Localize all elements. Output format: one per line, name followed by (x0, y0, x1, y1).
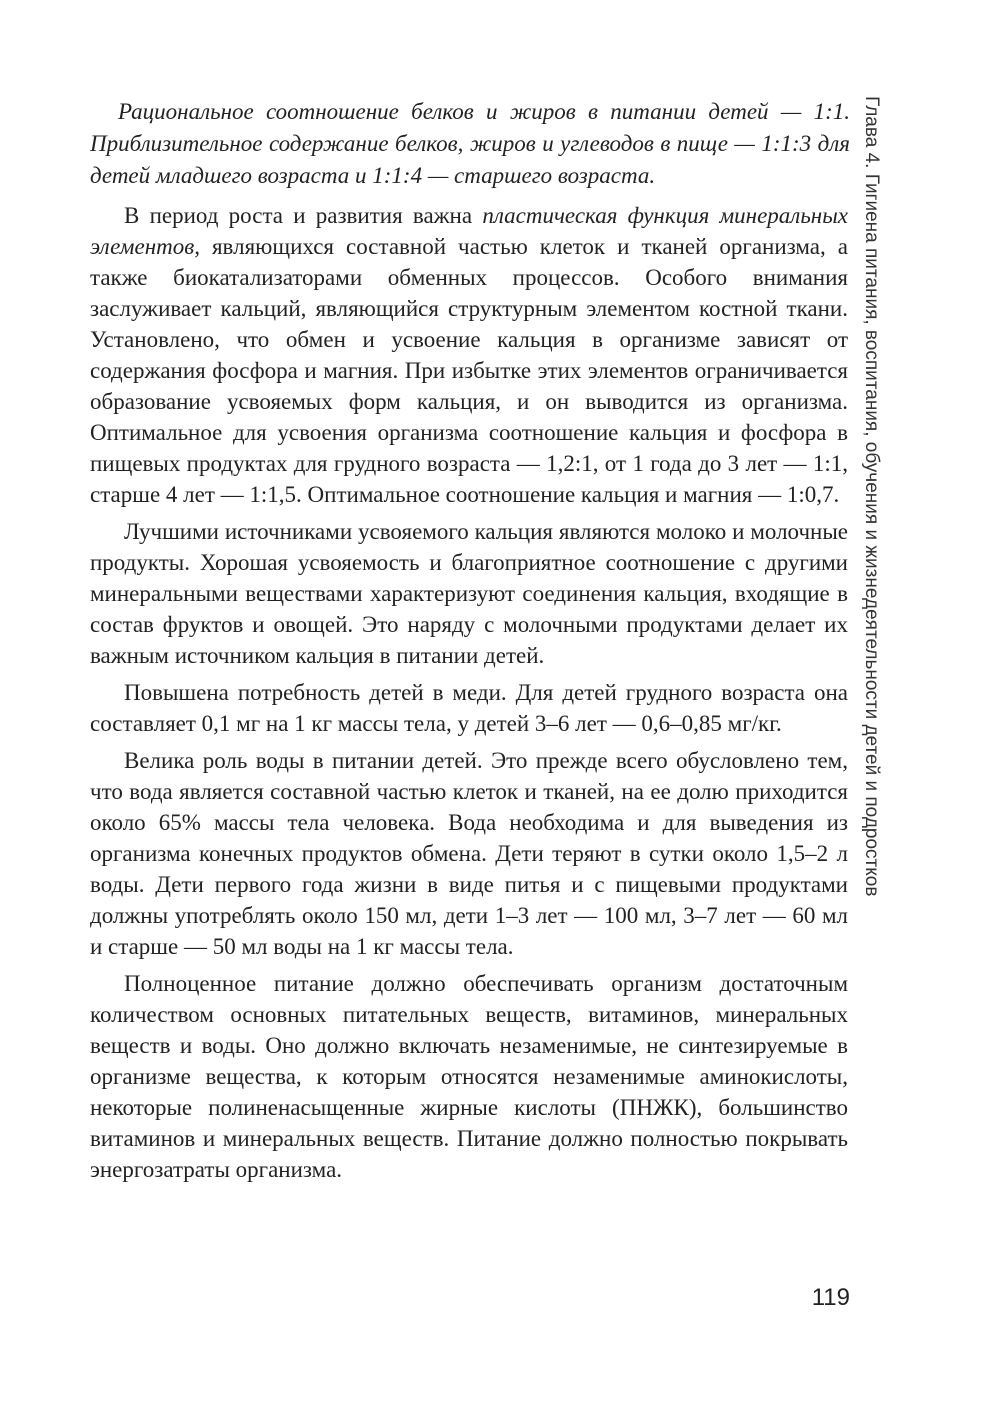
paragraph-water: Велика роль воды в питании детей. Это прежде всего обусловлено тем, что вода является составной частью клеток и тканей, на ее долю приходится около 65% массы тела человека. Вода необходима и для выведения из организма конечных продуктов обмена. Дети теряют в сутки около 1,5–2 л воды. Дети первого года жизни в виде питья и с пищевыми продуктами должны употреблять около 150 мл, дети 1–3 лет — 100 мл, 3–7 лет — 60 мл и старше — 50 мл воды на 1 кг массы тела. (90, 748, 848, 959)
paragraph-minerals-start: В период роста и развития важна (124, 203, 483, 228)
paragraph-calcium-sources: Лучшими источниками усвояемого кальция являются молоко и молочные продукты. Хорошая усвояемость и благоприятное соотношение с другими минеральными веществами характеризуют соединения кальция, входящие в состав фруктов и овощей. Это наряду с молочными продуктами делает их важным источником кальция в питании детей. (90, 519, 848, 668)
paragraph-minerals (90, 200, 848, 510)
paragraph-copper: Повышена потребность детей в меди. Для детей грудного возраста она составляет 0,1 мг на 1 кг массы тела, у детей 3–6 лет — 0,6–0,85 мг/кг. (90, 680, 848, 736)
paragraph-minerals-rest: являющихся составной частью клеток и тканей организма, а также биокатализаторами обменных процессов. Особого внимания заслуживает кальций, являющийся структурным элементом костной ткани. Установлено, что обмен и усвоение кальция в организме зависят от содержания фосфора и магния. При избытке этих элементов ограничивается образование усвояемых форм кальция, и он выводится из организма. Оптимальное для усвоения организма соотношение кальция и фосфора в пищевых продуктах для грудного возраста — 1,2:1, от 1 года до 3 лет — 1:1, старше 4 лет — 1:1,5. Оптимальное соотношение кальция и магния — 1:0,7. (90, 234, 848, 507)
emphasis-plastic-function: пластическая функция минеральных элементов, (90, 203, 848, 259)
page-number: 119 (811, 1284, 850, 1311)
key-point-callout: Рациональное соотношение белков и жиров в питании детей — 1:1. Приблизительное содержание белков, жиров и углеводов в пище — 1:1:3 для детей младшего возраста и 1:1:4 — старшего возраста. (90, 99, 850, 188)
paragraph-complete-nutrition: Полноценное питание должно обеспечивать организм достаточным количеством основных питательных веществ, витаминов, минеральных веществ и воды. Оно должно включать незаменимые, не синтезируемые в организме вещества, к которым относятся незаменимые аминокислоты, некоторые полиненасыщенные жирные кислоты (ПНЖК), большинство витаминов и минеральных веществ. Питание должно полностью покрывать энергозатраты организма. (90, 971, 848, 1182)
main-text (90, 200, 848, 1191)
running-head: Глава 4. Гигиена питания, воспитания, обучения и жизнедеятельности детей и подростков (861, 96, 882, 897)
